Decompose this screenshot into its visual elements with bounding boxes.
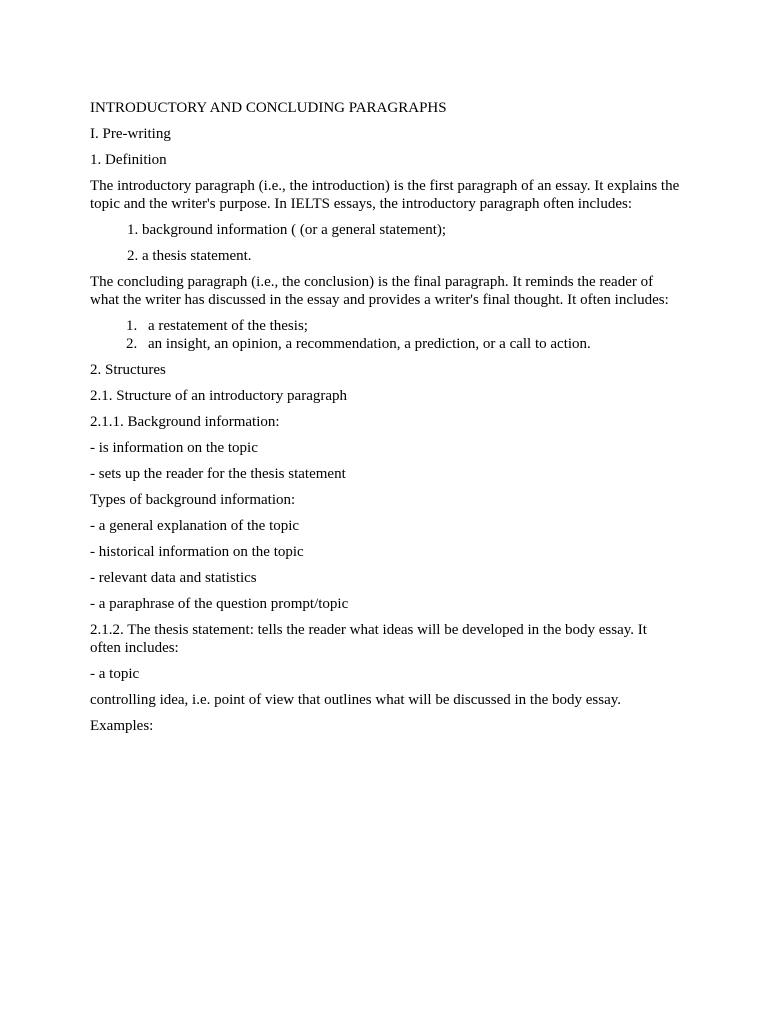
subsection-heading-intro-structure: 2.1. Structure of an introductory paragraph <box>90 388 347 404</box>
conclusion-definition-paragraph: The concluding paragraph (i.e., the conclusion) is the final paragraph. It reminds the reader of what the writer has discussed in the essay and provides a writer's final thought. It often includes: <box>90 274 669 308</box>
subsection-heading-thesis-statement: 2.1.2. The thesis statement: tells the reader what ideas will be developed in the body essay. It often includes: <box>90 622 647 656</box>
thesis-item: - a topic <box>90 666 140 682</box>
background-type-item: - historical information on the topic <box>90 544 304 560</box>
background-type-item: - relevant data and statistics <box>90 570 257 586</box>
section-heading-prewriting: I. Pre-writing <box>90 126 171 142</box>
thesis-item: controlling idea, i.e. point of view that outlines what will be discussed in the body essay. <box>90 692 622 708</box>
conclusion-list <box>90 317 680 353</box>
intro-list-item-1: 1. background information ( (or a general statement); <box>127 222 447 238</box>
intro-list-item-2: 2. a thesis statement. <box>127 248 252 264</box>
subsection-heading-background-info: 2.1.1. Background information: <box>90 414 280 430</box>
conclusion-list-item <box>90 335 680 353</box>
list-item-text: a restatement of the thesis; <box>148 318 308 334</box>
list-item-text: an insight, an opinion, a recommendation, a prediction, or a call to action. <box>148 336 591 352</box>
subsection-heading-structures: 2. Structures <box>90 362 166 378</box>
background-type-item: - a general explanation of the topic <box>90 518 300 534</box>
conclusion-list-item <box>90 317 680 335</box>
document-page <box>90 99 680 743</box>
background-type-item: - a paraphrase of the question prompt/topic <box>90 596 349 612</box>
list-number: 2. <box>126 336 138 352</box>
intro-definition-paragraph: The introductory paragraph (i.e., the introduction) is the first paragraph of an essay. It explains the topic and the writer's purpose. In IELTS essays, the introductory paragraph often includes: <box>90 178 680 212</box>
document-title: INTRODUCTORY AND CONCLUDING PARAGRAPHS <box>90 100 447 116</box>
subsection-heading-definition: 1. Definition <box>90 152 167 168</box>
background-point: - sets up the reader for the thesis statement <box>90 466 346 482</box>
list-number: 1. <box>126 318 138 334</box>
examples-label: Examples: <box>90 718 154 734</box>
background-point: - is information on the topic <box>90 440 258 456</box>
background-types-heading: Types of background information: <box>90 492 296 508</box>
